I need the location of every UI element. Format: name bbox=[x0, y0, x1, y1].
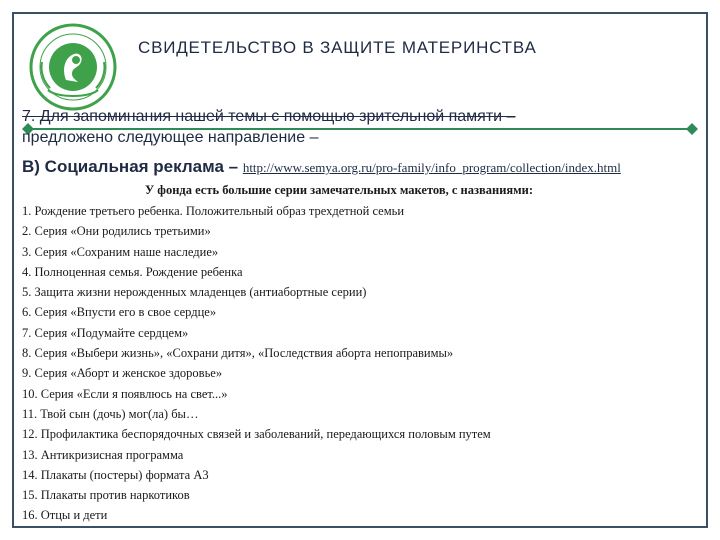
list-item: 13. Антикризисная программа bbox=[22, 447, 184, 462]
social-ad-label: В) Социальная реклама – bbox=[22, 157, 243, 176]
list-item: 3. Серия «Сохраним наше наследие» bbox=[22, 244, 219, 259]
list-item: 6. Серия «Впусти его в свое сердце» bbox=[22, 305, 217, 320]
list-item: 4. Полноценная семья. Рождение ребенка bbox=[22, 264, 243, 279]
list-item: 14. Плакаты (постеры) формата А3 bbox=[22, 467, 209, 482]
point-text-line1: 7. Для запоминания нашей темы с помощью зрительной памяти – bbox=[22, 108, 516, 125]
list-item: 10. Серия «Если я появлюсь на свет...» bbox=[22, 386, 228, 401]
list-item: 15. Плакаты против наркотиков bbox=[22, 488, 190, 503]
list-item: 7. Серия «Подумайте сердцем» bbox=[22, 325, 189, 340]
foundation-logo bbox=[28, 22, 118, 112]
list-item: 2. Серия «Они родились третьими» bbox=[22, 224, 211, 239]
list-item: 9. Серия «Аборт и женское здоровье» bbox=[22, 366, 223, 381]
list-item: 1. Рождение третьего ребенка. Положительный образ трехдетной семьи bbox=[22, 204, 405, 218]
list-item: 5. Защита жизни нерожденных младенцев (антиабортные серии) bbox=[22, 285, 367, 300]
series-list bbox=[22, 201, 491, 526]
series-subheading: У фонда есть большие серии замечательных макетов, с названиями: bbox=[145, 183, 534, 197]
point-text-line2: предложено следующее направление – bbox=[22, 129, 319, 146]
social-ad-line bbox=[22, 157, 621, 177]
list-item: 16. Отцы и дети bbox=[22, 508, 108, 523]
social-ad-link[interactable]: http://www.semya.org.ru/pro-family/info_program/collection/index.html bbox=[242, 160, 621, 175]
list-item: 11. Твой сын (дочь) мог(ла) бы… bbox=[22, 406, 199, 421]
list-item: 8. Серия «Выбери жизнь», «Сохрани дитя», «Последствия аборта непоправимы» bbox=[22, 346, 454, 361]
slide-title: СВИДЕТЕЛЬСТВО В ЗАЩИТЕ МАТЕРИНСТВА bbox=[138, 38, 537, 57]
list-item: 12. Профилактика беспорядочных связей и заболеваний, передающихся половым путем bbox=[22, 427, 491, 442]
